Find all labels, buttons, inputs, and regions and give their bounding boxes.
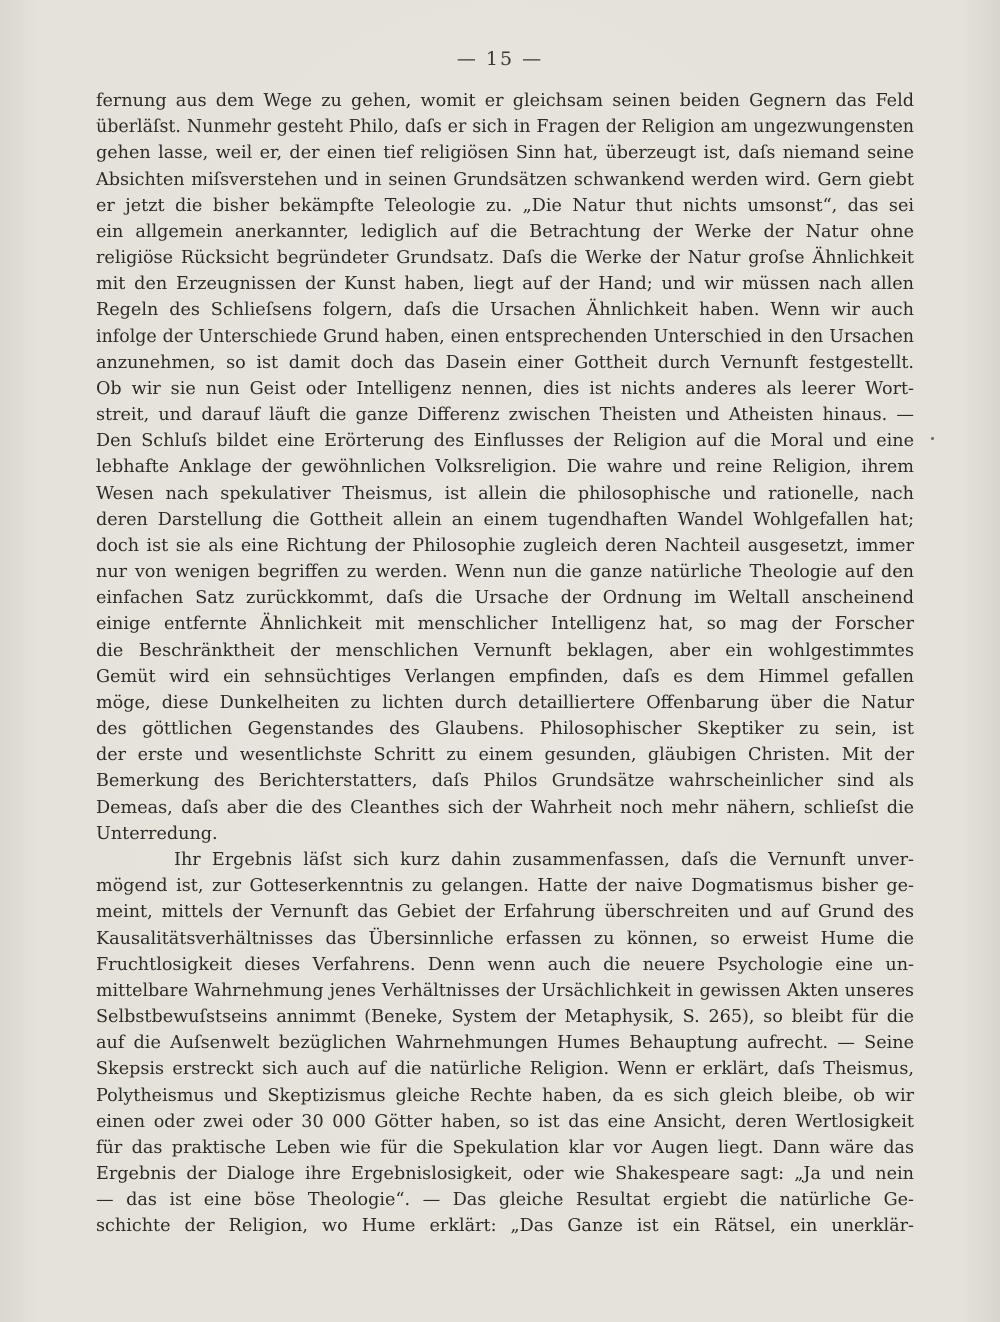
text-line: Fruchtlosigkeit dieses Verfahrens. Denn wenn auch die neuere Psychologie eine un- — [96, 954, 914, 975]
body-text — [96, 88, 914, 1240]
text-line: mit den Erzeugnissen der Kunst haben, liegt auf der Hand; und wir müssen nach allen — [96, 274, 914, 295]
text-line: einige entfernte Ähnlichkeit mit menschlicher Intelligenz hat, so mag der Forscher — [96, 614, 914, 635]
text-line: ein allgemein anerkannter, lediglich auf die Betrachtung der Werke der Natur ohne — [96, 221, 914, 242]
text-line: der erste und wesentlichste Schritt zu einem gesunden, gläubigen Christen. Mit der — [96, 745, 914, 766]
text-line: Absichten miſsverstehen und in seinen Grundsätzen schwankend werden wird. Gern giebt — [96, 169, 914, 190]
text-line: einfachen Satz zurückkommt, daſs die Ursache der Ordnung im Weltall anscheinend — [96, 588, 914, 609]
page-number: — 15 — — [456, 48, 544, 70]
text-line: auf die Auſsenwelt bezüglichen Wahrnehmungen Humes Behauptung aufrecht. — Seine — [96, 1033, 914, 1054]
text-line: — das ist eine böse Theologie“. — Das gleiche Resultat ergiebt die natürliche Ge- — [96, 1190, 914, 1211]
text-line: schichte der Religion, wo Hume erklärt: „Das Ganze ist ein Rätsel, ein unerklär- — [96, 1216, 914, 1237]
text-line: Kausalitätsverhältnisses das Übersinnliche erfassen zu können, so erweist Hume die — [96, 928, 914, 949]
text-line: deren Darstellung die Gottheit allein an einem tugendhaften Wandel Wohlgefallen hat; — [96, 509, 914, 530]
text-line: er jetzt die bisher bekämpfte Teleologie zu. „Die Natur thut nichts umsonst“, das sei — [96, 195, 914, 216]
text-line: Ob wir sie nun Geist oder Intelligenz nennen, dies ist nichts anderes als leerer Wort- — [96, 378, 914, 399]
paragraph-1 — [96, 88, 914, 847]
paper-speck — [931, 437, 934, 440]
text-line: die Beschränktheit der menschlichen Vernunft beklagen, aber ein wohlgestimmtes — [96, 640, 914, 661]
text-line: Ihr Ergebnis läſst sich kurz dahin zusammenfassen, daſs die Vernunft unver- — [174, 849, 914, 870]
text-line: Polytheismus und Skeptizismus gleiche Rechte haben, da es sich gleich bleibe, ob wir — [96, 1085, 914, 1106]
text-line: Den Schluſs bildet eine Erörterung des Einflusses der Religion auf die Moral und eine — [96, 431, 914, 452]
text-line: mittelbare Wahrnehmung jenes Verhältnisses der Ursächlichkeit in gewissen Akten unseres — [96, 980, 914, 1001]
text-line: Bemerkung des Berichterstatters, daſs Philos Grundsätze wahrscheinlicher sind als — [96, 771, 914, 792]
text-line: Regeln des Schlieſsens folgern, daſs die Ursachen Ähnlichkeit haben. Wenn wir auch — [96, 300, 914, 321]
text-line: für das praktische Leben wie für die Spekulation klar vor Augen liegt. Dann wäre das — [96, 1137, 914, 1158]
text-line: möge, diese Dunkelheiten zu lichten durch detailliertere Offenbarung über die Natur — [96, 692, 914, 713]
text-line: lebhafte Anklage der gewöhnlichen Volksreligion. Die wahre und reine Religion, ihrem — [96, 457, 914, 478]
text-line: Demeas, daſs aber die des Cleanthes sich der Wahrheit noch mehr nähern, schlieſst die — [96, 797, 914, 818]
text-line: nur von wenigen begriffen zu werden. Wenn nun die ganze natürliche Theologie auf den — [96, 562, 914, 583]
text-line: Unterredung. — [96, 823, 218, 844]
text-line: des göttlichen Gegenstandes des Glaubens. Philosophischer Skeptiker zu sein, ist — [96, 719, 914, 740]
text-line: mögend ist, zur Gotteserkenntnis zu gelangen. Hatte der naive Dogmatismus bisher ge- — [96, 876, 914, 897]
text-line: einen oder zwei oder 30 000 Götter haben, so ist das eine Ansicht, deren Wertlosigkeit — [96, 1111, 914, 1132]
text-line: Gemüt wird ein sehnsüchtiges Verlangen empfinden, daſs es dem Himmel gefallen — [96, 666, 914, 687]
text-line: Wesen nach spekulativer Theismus, ist allein die philosophische und rationelle, nach — [96, 483, 914, 504]
text-line: überläſst. Nunmehr gesteht Philo, daſs er sich in Fragen der Religion am ungezwungensten — [96, 117, 914, 138]
text-line: meint, mittels der Vernunft das Gebiet der Erfahrung überschreiten und auf Grund des — [96, 902, 914, 923]
text-line: doch ist sie als eine Richtung der Philosophie zugleich deren Nachteil ausgesetzt, immer — [96, 535, 914, 556]
text-line: infolge der Unterschiede Grund haben, einen entsprechenden Unterschied in den Ursachen — [96, 326, 914, 347]
text-line: Skepsis erstreckt sich auch auf die natürliche Religion. Wenn er erklärt, daſs Theismus, — [96, 1059, 914, 1080]
paragraph-2 — [96, 847, 914, 1240]
text-line: gehen lasse, weil er, der einen tief religiösen Sinn hat, überzeugt ist, daſs niemand seine — [96, 143, 914, 164]
text-line: Ergebnis der Dialoge ihre Ergebnislosigkeit, oder wie Shakespeare sagt: „Ja und nein — [96, 1164, 914, 1185]
text-line: Selbstbewuſstseins annimmt (Beneke, System der Metaphysik, S. 265), so bleibt für die — [96, 1007, 914, 1028]
text-line: fernung aus dem Wege zu gehen, womit er gleichsam seinen beiden Gegnern das Feld — [96, 91, 914, 111]
text-line: anzunehmen, so ist damit doch das Dasein einer Gottheit durch Vernunft festgestellt. — [96, 352, 914, 373]
text-line: streit, und darauf läuft die ganze Differenz zwischen Theisten und Atheisten hinaus. — — [96, 405, 914, 426]
text-line: religiöse Rücksicht begründeter Grundsatz. Daſs die Werke der Natur groſse Ähnlichkeit — [96, 248, 914, 269]
